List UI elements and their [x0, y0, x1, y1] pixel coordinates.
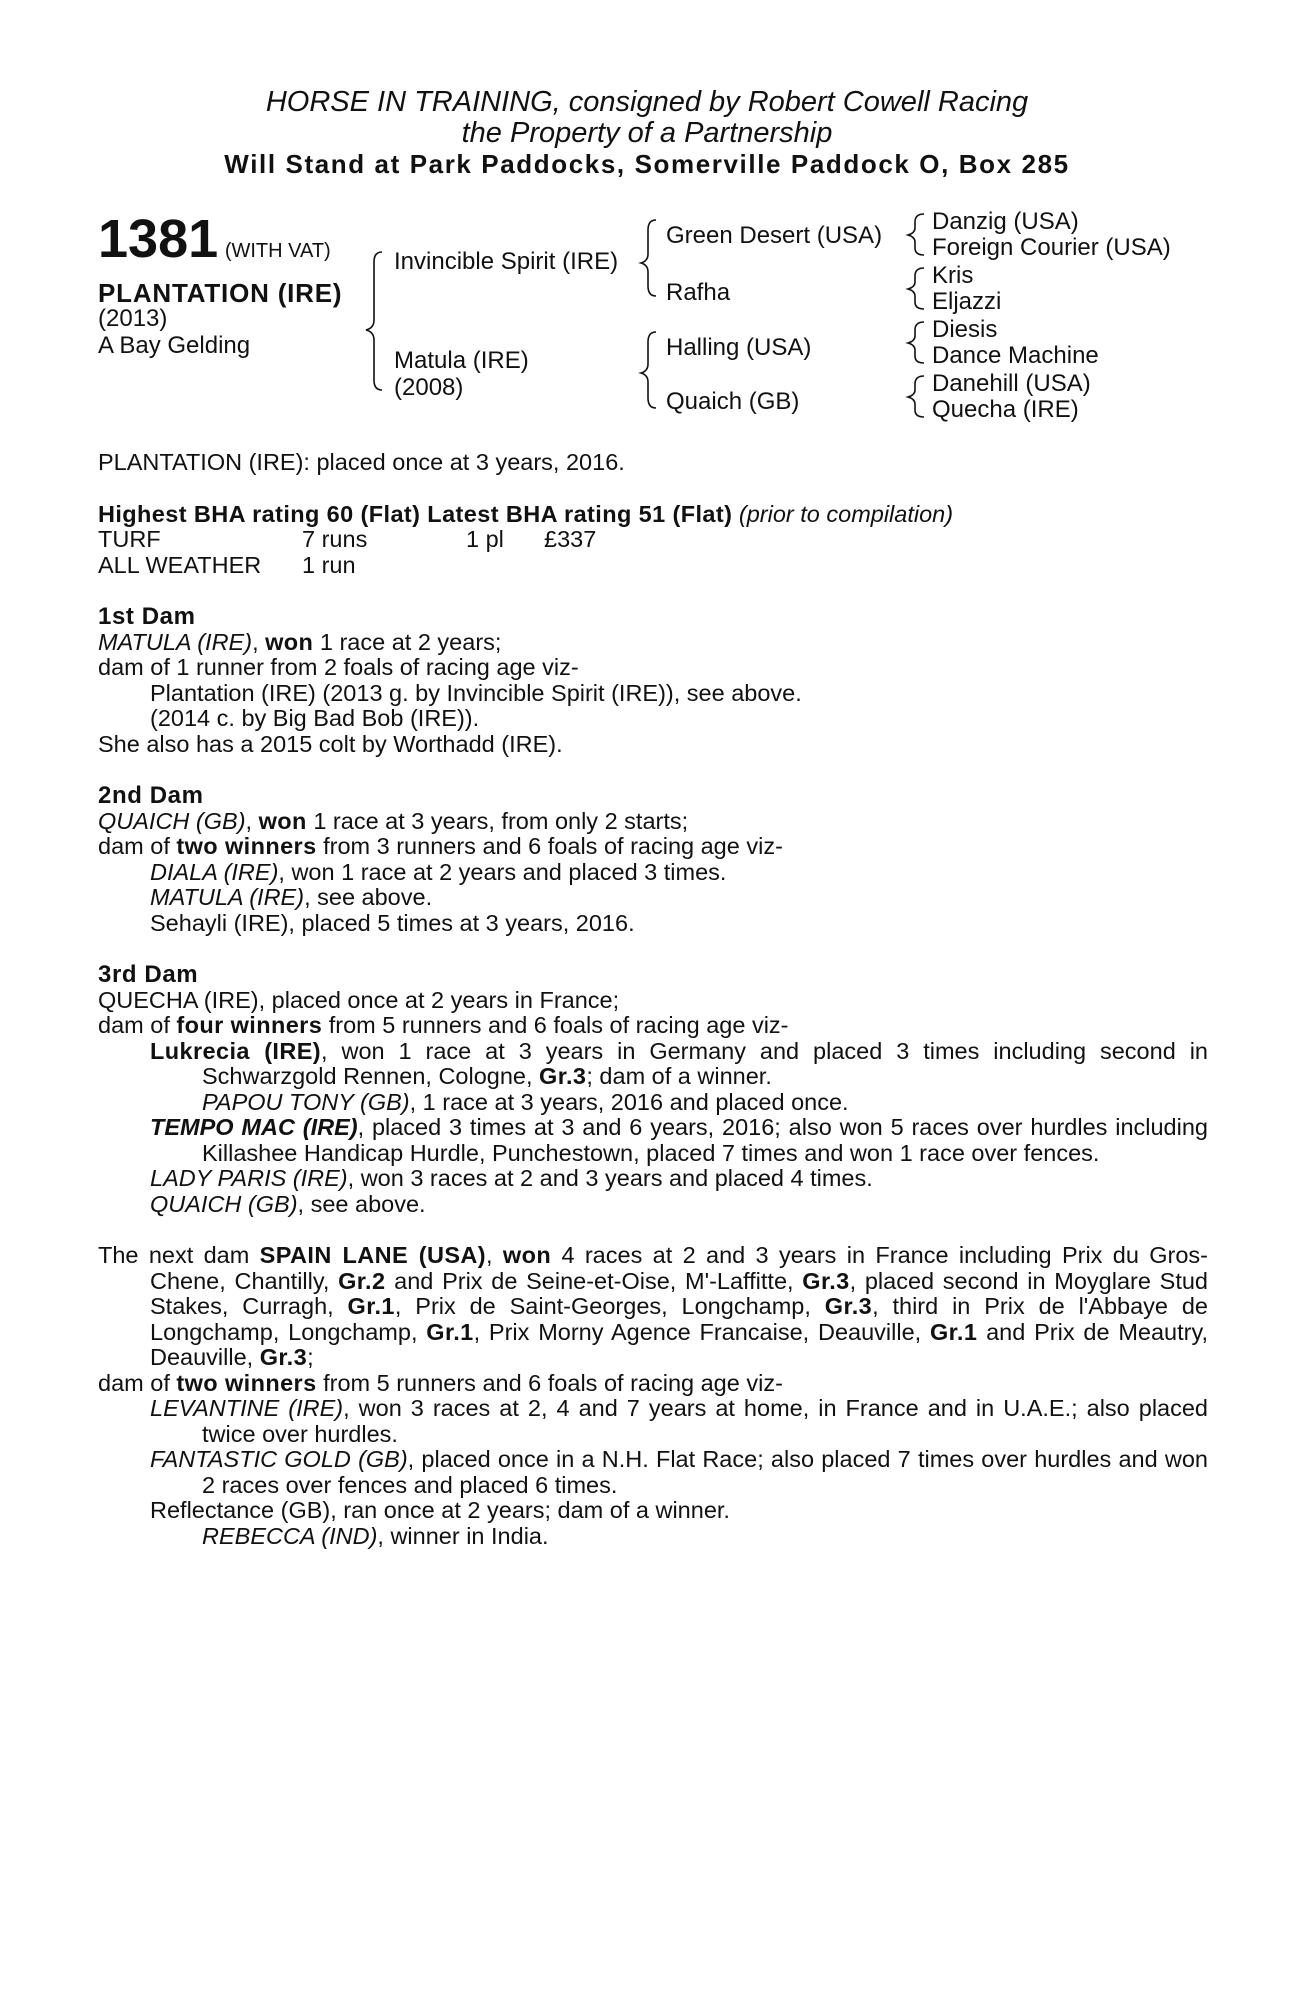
- pedigree-dam-year: (2008): [394, 374, 464, 401]
- header-consignor: HORSE IN TRAINING, consigned by Robert Cowell Racing: [265, 86, 1029, 118]
- second-dam-heading: 2nd Dam: [98, 782, 204, 809]
- pedigree-sire-dam: Rafha: [666, 279, 731, 306]
- header-property: the Property of a Partnership: [461, 117, 833, 149]
- third-dam-heading: 3rd Dam: [98, 961, 199, 988]
- pedigree-dam-sire: Halling (USA): [666, 334, 812, 361]
- pedigree-g7: Danehill (USA): [932, 370, 1091, 397]
- header-location: Will Stand at Park Paddocks, Somerville Paddock O, Box 285: [224, 149, 1070, 179]
- pedigree-g3: Kris: [932, 262, 974, 289]
- horse-year: (2013): [98, 305, 168, 332]
- pedigree-g6: Dance Machine: [932, 342, 1099, 369]
- summary-block: [98, 450, 1208, 476]
- bha-ratings: Highest BHA rating 60 (Flat) Latest BHA rating 51 (Flat) (prior to compilation): [98, 500, 954, 527]
- race-summary: PLANTATION (IRE): placed once at 3 years, 2016.: [98, 449, 625, 475]
- vat-note: (WITH VAT): [224, 240, 331, 262]
- next-dam-block: The next dam SPAIN LANE (USA), won 4 races at 2 and 3 years in France including Prix du Gros-Chene, Chantilly, Gr.2 and Prix de Seine-et-Oise, M'-Laffitte, Gr.3, placed second in Moyglare Stud Stakes, Curragh, Gr.1, Prix de Saint-Georges, Longchamp, Gr.3, third in Prix de l'Abbaye de Longchamp, Longchamp, Gr.1, Prix Morny Agence Francaise, Deauville, Gr.1 and Prix de Meautry, Deauville, Gr.3; dam of two winners from 5 runners and 6 foals of racing age viz- LEVANTINE (IRE), won 3 races at 2, 4 and 7 years at home, in France and in U.A.E.; also placed twice over hurdles. FANTASTIC GOLD (GB), placed once in a N.H. Flat Race; also placed 7 times over hurdles and won 2 races over fences and placed 6 times. Reflectance (GB), ran once at 2 years; dam of a winner. REBECCA (IND), winner in India.: [98, 1242, 1209, 1549]
- pedigree-dam-dam: Quaich (GB): [666, 388, 800, 415]
- pedigree-g5: Diesis: [932, 316, 998, 343]
- pedigree-sire: Invincible Spirit (IRE): [394, 248, 619, 275]
- third-dam-block: 3rd Dam QUECHA (IRE), placed once at 2 years in France; dam of four winners from 5 runners and 6 foals of racing age viz- Lukrecia (IRE), won 1 race at 3 years in Germany and placed 3 times including second in Schwarzgold Rennen, Cologne, Gr.3; dam of a winner. PAPOU TONY (GB), 1 race at 3 years, 2016 and placed once. TEMPO MAC (IRE), placed 3 times at 3 and 6 years, 2016; also won 5 races over hurdles including Killashee Handicap Hurdle, Punchestown, placed 7 times and won 1 race over fences. LADY PARIS (IRE), won 3 races at 2 and 3 years and placed 4 times. QUAICH (GB), see above.: [98, 961, 1208, 1217]
- pedigree-g2: Foreign Courier (USA): [932, 234, 1171, 261]
- performance-table: [98, 527, 596, 578]
- first-dam-heading: 1st Dam: [98, 603, 196, 630]
- pedigree-g4: Eljazzi: [932, 288, 1002, 315]
- lot-number: 1381: [98, 209, 219, 269]
- pedigree-g1: Danzig (USA): [932, 208, 1079, 235]
- first-dam-block: 1st Dam MATULA (IRE), won 1 race at 2 years; dam of 1 runner from 2 foals of racing age viz- Plantation (IRE) (2013 g. by Invincible Spirit (IRE)), see above. (2014 c. by Big Bad Bob (IRE)). She also has a 2015 colt by Worthadd (IRE).: [98, 604, 1208, 757]
- pedigree-dam: Matula (IRE): [394, 347, 529, 374]
- pedigree-sire-sire: Green Desert (USA): [666, 222, 883, 249]
- horse-name: PLANTATION (IRE): [98, 278, 343, 308]
- second-dam-block: 2nd Dam QUAICH (GB), won 1 race at 3 years, from only 2 starts; dam of two winners from 3 runners and 6 foals of racing age viz- DIALA (IRE), won 1 race at 2 years and placed 3 times. MATULA (IRE), see above. Sehayli (IRE), placed 5 times at 3 years, 2016.: [98, 783, 1208, 936]
- pedigree-g8: Quecha (IRE): [932, 396, 1079, 423]
- table-row: TURF 7 runs 1 pl £337: [98, 526, 597, 552]
- horse-description: A Bay Gelding: [98, 332, 251, 359]
- table-row: ALL WEATHER 1 run: [98, 551, 356, 578]
- ratings-block: [98, 502, 1208, 579]
- catalogue-body: [98, 450, 1208, 1575]
